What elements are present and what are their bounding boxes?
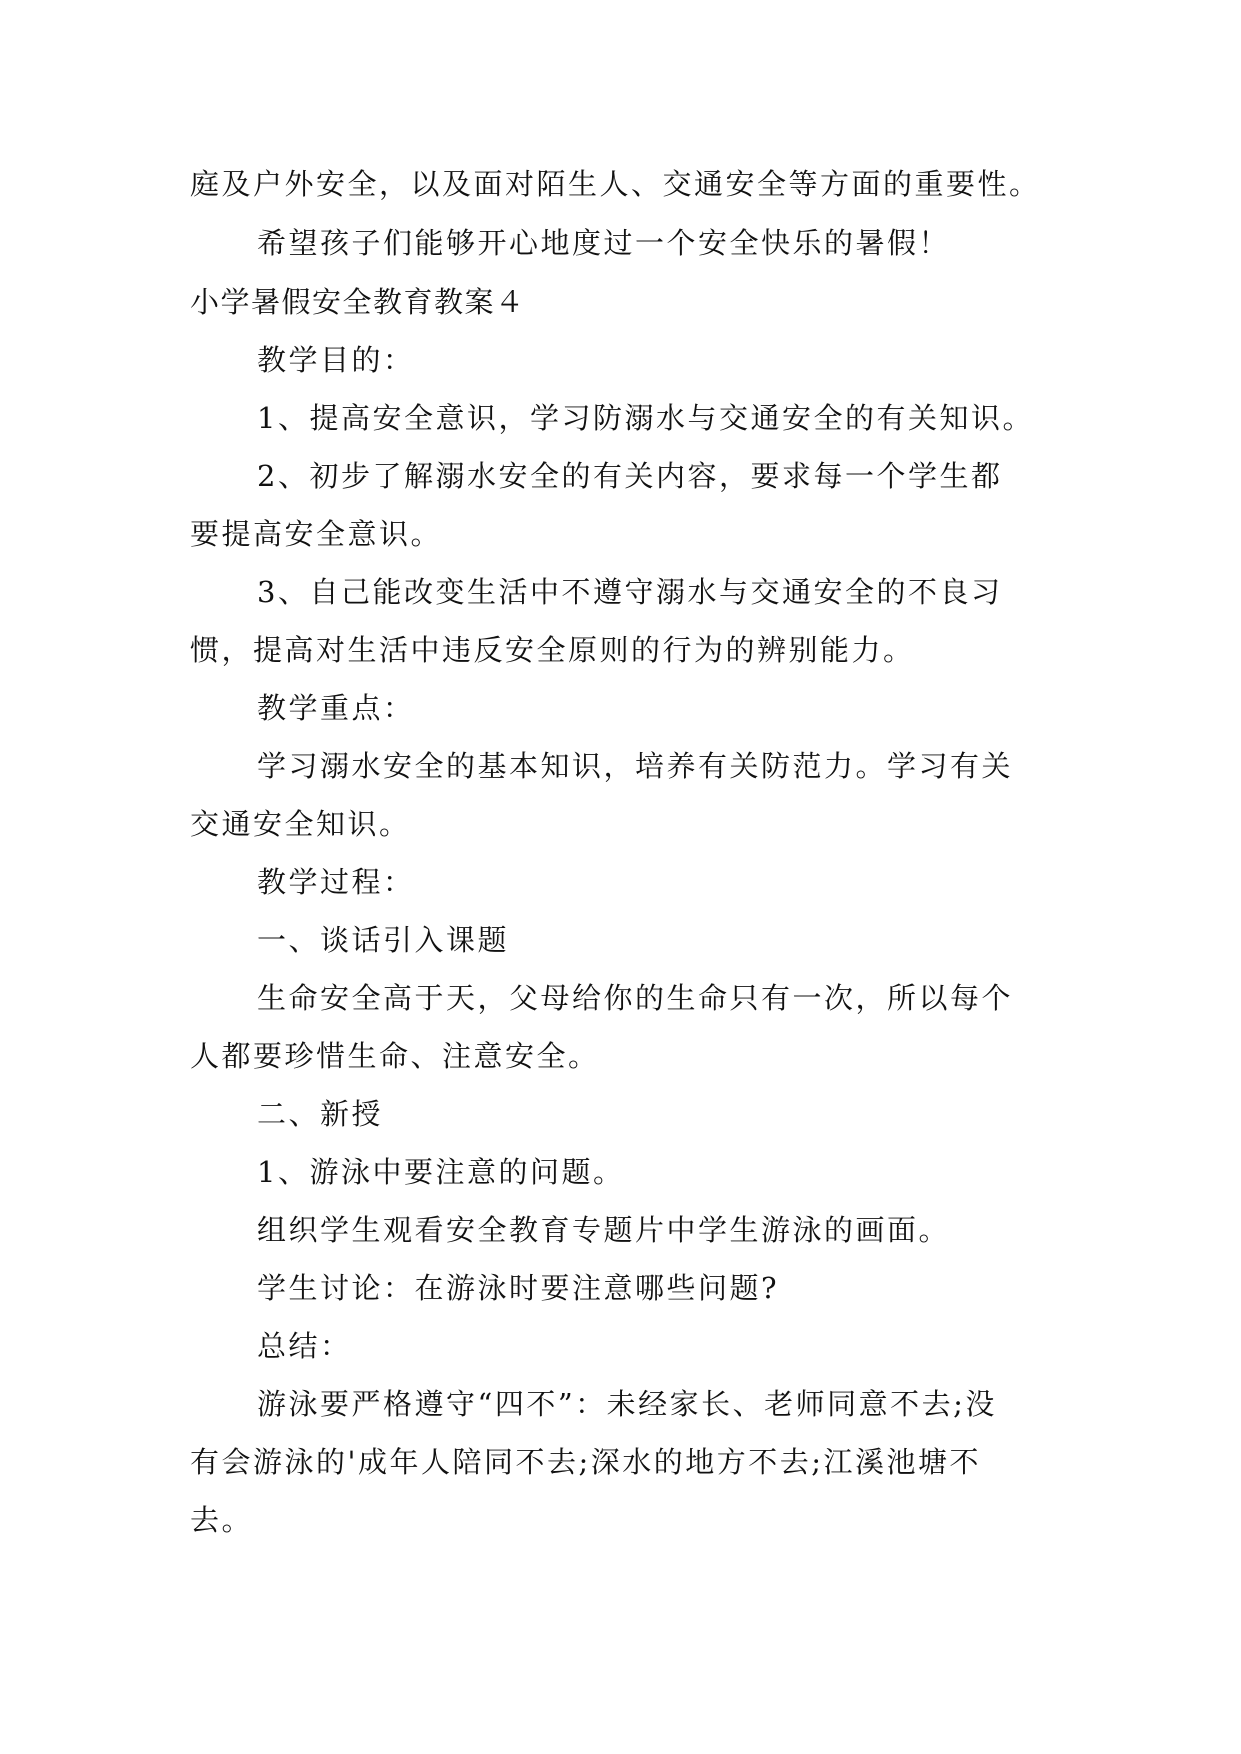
paragraph-line: 希望孩子们能够开心地度过一个安全快乐的暑假！: [257, 226, 951, 260]
paragraph-line: 组织学生观看安全教育专题片中学生游泳的画面。: [257, 1213, 951, 1247]
paragraph-line: 有会游泳的'成年人陪同不去;深水的地方不去;江溪池塘不: [190, 1445, 982, 1479]
heading-summary: 总结：: [257, 1329, 352, 1363]
paragraph-line: 学习溺水安全的基本知识，培养有关防范力。学习有关: [257, 749, 1014, 783]
paragraph-line: 1、提高安全意识，学习防溺水与交通安全的有关知识。: [257, 401, 1034, 435]
paragraph-line: 要提高安全意识。: [190, 517, 443, 551]
heading-teaching-goals: 教学目的：: [257, 343, 415, 377]
paragraph-line: 去。: [190, 1503, 254, 1537]
section-title: 小学暑假安全教育教案４: [190, 285, 526, 319]
paragraph-line: 生命安全高于天，父母给你的生命只有一次，所以每个: [257, 981, 1014, 1015]
paragraph-line: 3、自己能改变生活中不遵守溺水与交通安全的不良习: [257, 575, 1003, 609]
paragraph-line: 交通安全知识。: [190, 807, 411, 841]
paragraph-line: 1、游泳中要注意的问题。: [257, 1155, 625, 1189]
heading-teaching-focus: 教学重点：: [257, 691, 415, 725]
paragraph-line: 人都要珍惜生命、注意安全。: [190, 1039, 600, 1073]
paragraph-line: 学生讨论：在游泳时要注意哪些问题?: [257, 1271, 780, 1305]
paragraph-line: 2、初步了解溺水安全的有关内容，要求每一个学生都: [257, 459, 1003, 493]
paragraph-line: 游泳要严格遵守“四不”：未经家长、老师同意不去;没: [257, 1387, 997, 1421]
paragraph-line: 庭及户外安全，以及面对陌生人、交通安全等方面的重要性。: [190, 167, 1041, 201]
paragraph-line: 惯，提高对生活中违反安全原则的行为的辨别能力。: [190, 633, 915, 667]
subheading: 一、谈话引入课题: [257, 923, 510, 957]
heading-teaching-process: 教学过程：: [257, 865, 415, 899]
subheading: 二、新授: [257, 1097, 384, 1131]
